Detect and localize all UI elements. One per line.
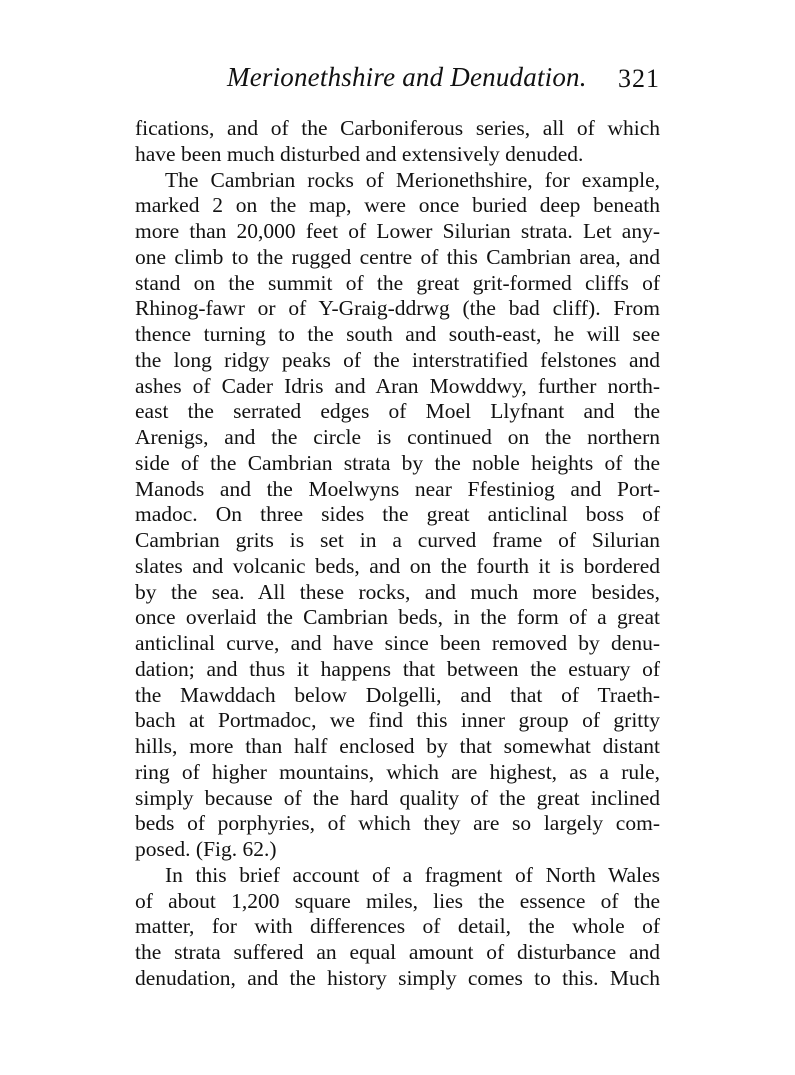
text-line: denudation, and the history simply comes to this. Much <box>135 965 660 990</box>
text-line: Cambrian grits is set in a curved frame of Silurian <box>135 528 660 552</box>
text-line: once overlaid the Cambrian beds, in the form of a great <box>135 605 660 630</box>
text-line: ashes of Cader Idris and Aran Mowddwy, further north- <box>135 373 660 398</box>
text-line: Manods and the Moelwyns near Ffestiniog and Port- <box>135 476 660 501</box>
text-line: east the serrated edges of Moel Llyfnant and the <box>135 399 660 424</box>
text-line: ring of higher mountains, which are highest, as a rule, <box>135 759 660 784</box>
page-number: 321 <box>618 64 660 93</box>
text-line: anticlinal curve, and have since been removed by denu- <box>135 631 660 655</box>
text-line: the strata suffered an equal amount of disturbance and <box>135 940 660 964</box>
text-line: thence turning to the south and south-east, he will see <box>135 322 660 346</box>
text-line: more than 20,000 feet of Lower Silurian strata. Let any- <box>135 219 660 243</box>
text-line: Rhinog-fawr or of Y-Graig-ddrwg (the bad cliff). From <box>135 296 660 321</box>
text-line: beds of porphyries, of which they are so largely com- <box>135 811 660 836</box>
text-line: the Mawddach below Dolgelli, and that of Traeth- <box>135 682 660 707</box>
text-line: marked 2 on the map, were once buried deep beneath <box>135 193 660 218</box>
running-head <box>135 62 660 102</box>
text-line: slates and volcanic beds, and on the fourth it is bordered <box>135 553 660 578</box>
text-line: side of the Cambrian strata by the noble heights of the <box>135 450 660 475</box>
text-line: In this brief account of a fragment of North Wales <box>165 862 660 887</box>
text-line: hills, more than half enclosed by that somewhat distant <box>135 734 660 758</box>
text-line: one climb to the rugged centre of this Cambrian area, and <box>135 244 660 269</box>
text-line: the long ridgy peaks of the interstratified felstones and <box>135 347 660 372</box>
text-line: simply because of the hard quality of the great inclined <box>135 785 660 810</box>
text-line: matter, for with differences of detail, the whole of <box>135 914 660 939</box>
body-text <box>135 116 660 992</box>
text-line: stand on the summit of the great grit-formed cliffs of <box>135 270 660 295</box>
running-title: Merionethshire and Denudation. <box>227 62 587 92</box>
text-line: posed. (Fig. 62.) <box>135 837 277 861</box>
text-line: Arenigs, and the circle is continued on the northern <box>135 425 660 449</box>
text-line: dation; and thus it happens that between the estuary of <box>135 656 660 681</box>
text-line: The Cambrian rocks of Merionethshire, for example, <box>165 167 660 192</box>
text-line: madoc. On three sides the great anticlinal boss of <box>135 502 660 527</box>
text-line: fications, and of the Carboniferous series, all of which <box>135 116 660 140</box>
text-line: bach at Portmadoc, we find this inner group of gritty <box>135 708 660 733</box>
text-line: have been much disturbed and extensively denuded. <box>135 141 584 166</box>
text-line: of about 1,200 square miles, lies the essence of the <box>135 888 660 913</box>
text-line: by the sea. All these rocks, and much more besides, <box>135 579 660 604</box>
